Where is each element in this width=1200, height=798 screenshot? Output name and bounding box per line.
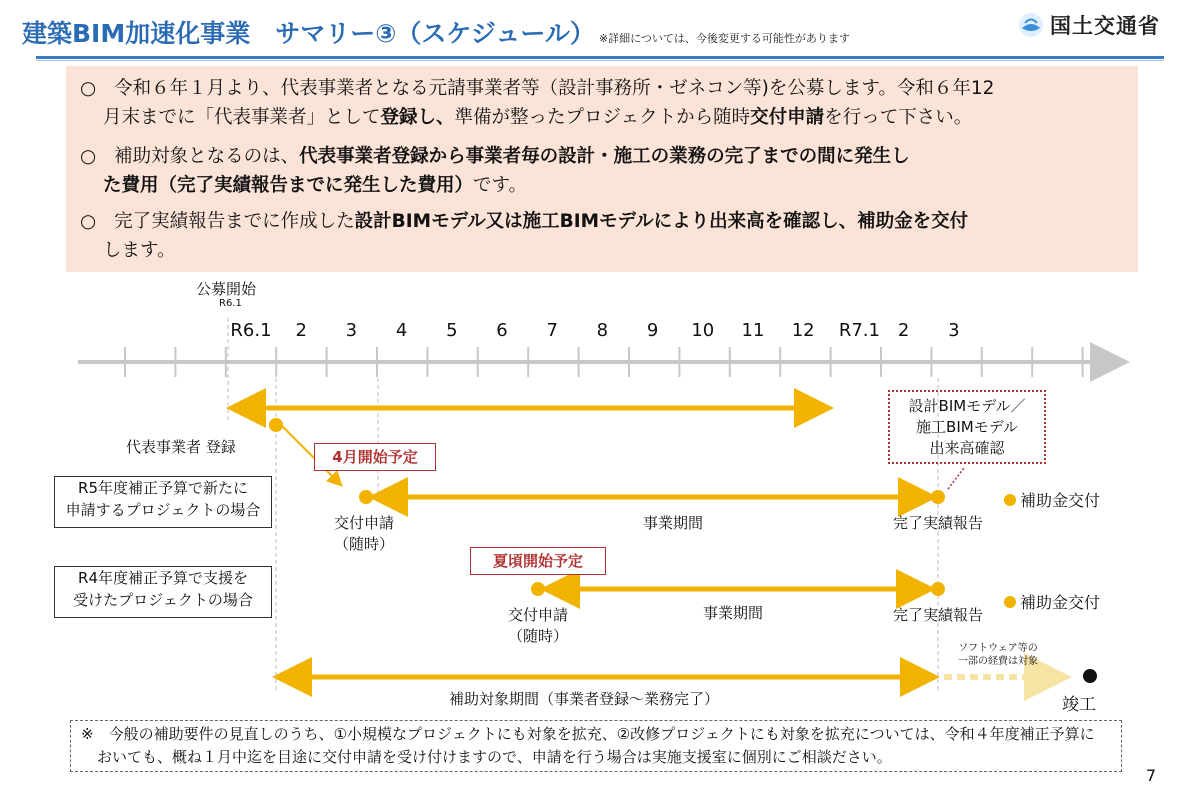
month-label: 5 — [446, 320, 458, 341]
summary-text: します。 — [103, 240, 176, 261]
case1-grant — [1004, 488, 1100, 511]
subsidy-period-label: 補助対象期間（事業者登録～業務完了） — [448, 690, 720, 708]
case1-box-line: 申請するプロジェクトの場合 — [65, 501, 261, 519]
summary-text: を行って下さい。 — [824, 107, 973, 128]
recruit-start-sub: R6.1 — [219, 298, 242, 309]
case2-complete-dot — [931, 582, 945, 596]
case1-apply-dot — [359, 490, 373, 504]
title-text: 建築BIM加速化事業 サマリー③（スケジュール） — [22, 19, 595, 48]
month-label: R7.1 — [838, 320, 880, 341]
summary-bold: 登録し、 — [380, 107, 455, 128]
case2-box — [54, 566, 272, 618]
grant-label: 補助金交付 — [1020, 593, 1101, 612]
case1-period-label: 事業期間 — [642, 514, 704, 532]
case2-box-line: 受けたプロジェクトの場合 — [73, 591, 253, 609]
summary-text: 令和６年１月より、代表事業者となる元請事業者等（設計事務所・ゼネコン等)を公募します。令和６年12 — [114, 78, 995, 99]
case1-apply-label — [334, 512, 394, 554]
case2-box-line: R4年度補正予算で支援を — [78, 569, 248, 587]
month-label: 9 — [646, 320, 659, 341]
case2-apply-label — [508, 604, 568, 646]
apply-line: 交付申請 — [333, 514, 395, 532]
grant-label: 補助金交付 — [1020, 491, 1101, 510]
case2-complete-label: 完了実績報告 — [892, 606, 984, 624]
case2-apply-dot — [531, 582, 545, 596]
summary-text: 補助対象となるのは、 — [114, 146, 300, 167]
month-label: 7 — [546, 320, 558, 341]
case1-complete-label: 完了実績報告 — [892, 514, 984, 532]
title-note: ※詳細については、今後変更する可能性があります — [598, 32, 850, 45]
summary-text: 月末までに「代表事業者」として — [103, 107, 381, 128]
bullet: ○ — [80, 146, 97, 167]
apply-line: 交付申請 — [507, 606, 569, 624]
confirm-line: 施工BIMモデル — [916, 418, 1018, 436]
month-label: 8 — [596, 320, 609, 341]
bullet: ○ — [80, 78, 97, 99]
summary-bold: 代表事業者登録から事業者毎の設計・施工の業務の完了までの間に発生し — [299, 146, 910, 167]
completion-label: 竣工 — [1062, 695, 1096, 715]
footnote-line: おいても、概ね１月中迄を目途に交付申請を受け付けますので、申請を行う場合は実施支援室に個別にご相談ださい。 — [97, 748, 892, 766]
apply-line: （随時） — [507, 627, 569, 645]
registration-label: 代表事業者 登録 — [126, 438, 236, 456]
case2-grant — [1004, 590, 1100, 613]
registration-dot — [269, 418, 283, 432]
case2-period-label: 事業期間 — [702, 604, 764, 622]
grant-dot — [1004, 494, 1016, 506]
case1-complete-dot — [931, 490, 945, 504]
case2-start-badge: 夏頃開始予定 — [470, 547, 606, 575]
ministry-name: 国土交通省 — [1050, 14, 1160, 38]
summary-bold: た費用（完了実績報告までに発生した費用） — [103, 175, 474, 196]
recruit-start-label: 公募開始 — [196, 280, 257, 298]
case1-box-line: R5年度補正予算で新たに — [78, 479, 248, 497]
footnote-line: ※ 今般の補助要件の見直しのうち、①小規模なプロジェクトにも対象を拡充、②改修プロジェクトにも対象を拡充については、令和４年度補正予算に — [81, 725, 1095, 743]
confirm-pointer — [948, 468, 964, 489]
case1-box — [54, 476, 272, 528]
summary-bold: 交付申請 — [750, 107, 825, 128]
footnote-box — [70, 720, 1122, 772]
summary-text: 完了実績報告までに作成した — [114, 211, 355, 232]
month-label: 3 — [948, 320, 960, 341]
bim-confirm-box — [888, 390, 1046, 464]
case1-start-badge: 4月開始予定 — [314, 443, 436, 471]
apply-line: （随時） — [333, 535, 395, 553]
software-note — [958, 642, 1038, 668]
summary-text: 準備が整ったプロジェクトから随時 — [454, 107, 751, 128]
month-label: 10 — [691, 320, 715, 341]
month-label: 12 — [791, 320, 815, 341]
software-note-line: 一部の経費は対象 — [958, 656, 1038, 667]
summary-bold: 設計BIMモデル又は施工BIMモデルにより出来高を確認し、補助金を交付 — [354, 211, 969, 232]
grant-dot — [1004, 596, 1016, 608]
month-label: R6.1 — [230, 320, 272, 341]
summary-text: です。 — [473, 175, 528, 196]
month-label: 2 — [295, 320, 307, 341]
completion-dot — [1083, 669, 1097, 683]
page-number: 7 — [1145, 766, 1156, 785]
month-label: 2 — [897, 320, 910, 341]
month-label: 4 — [395, 320, 408, 341]
software-note-line: ソフトウェア等の — [958, 643, 1038, 654]
confirm-line: 出来高確認 — [929, 439, 1005, 457]
bullet: ○ — [80, 211, 97, 232]
month-label: 3 — [345, 320, 358, 341]
month-label: 11 — [741, 320, 765, 341]
confirm-line: 設計BIMモデル／ — [908, 397, 1026, 415]
month-label: 6 — [496, 320, 508, 341]
